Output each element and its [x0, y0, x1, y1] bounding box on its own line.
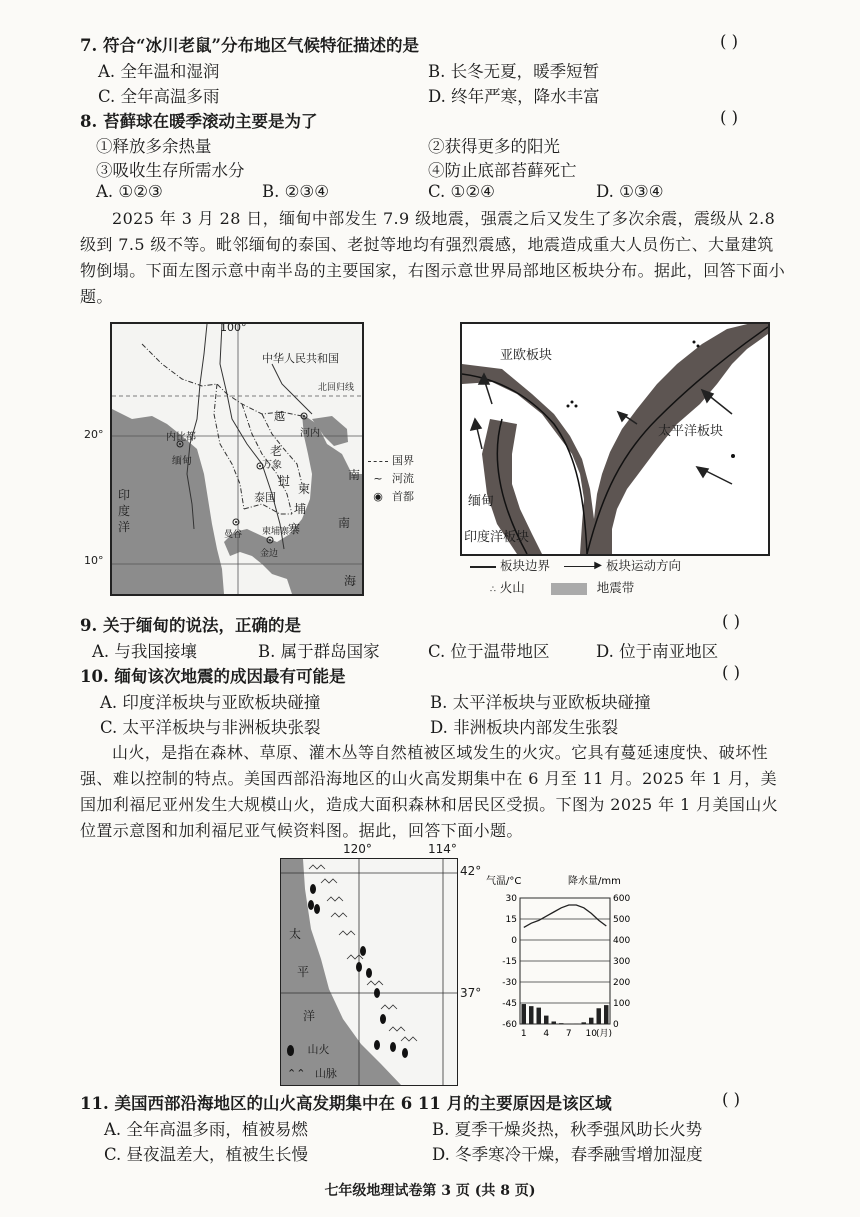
- left-tick-label: 30: [505, 894, 517, 904]
- river-symbol-icon: ~: [373, 472, 383, 485]
- map3-yang-label: 洋: [303, 1009, 316, 1023]
- q7-option-b[interactable]: B. 长冬无夏，暖季短暂: [428, 62, 600, 81]
- map1-vientiane-label: 万象: [262, 460, 282, 471]
- q7-stem: 7. 符合“冰川老鼠”分布地区气候特征描述的是: [80, 36, 419, 55]
- legend-river-label: 河流: [392, 472, 414, 485]
- map1-zhai-label: 寨: [288, 522, 301, 536]
- left-tick-label: -15: [502, 957, 517, 967]
- passage-earthquake: [80, 206, 790, 310]
- legend-river-row: [368, 470, 414, 488]
- q7-option-a[interactable]: A. 全年温和湿润: [98, 62, 220, 81]
- q8-answer-paren[interactable]: ( ): [720, 108, 739, 127]
- map1-nan-label: 南: [348, 468, 361, 482]
- legend-seismic-label: 地震带: [596, 580, 635, 595]
- plate-map: [460, 322, 770, 556]
- right-tick-label: 100: [613, 999, 631, 1009]
- precip-bar: [537, 1008, 542, 1024]
- indochina-map: [110, 322, 364, 596]
- left-tick-label: -30: [502, 978, 517, 988]
- q9-answer-paren[interactable]: ( ): [722, 612, 741, 631]
- plate-legend-row1: [470, 556, 681, 574]
- seismic-belt-swatch: [551, 583, 587, 595]
- left-tick-label: -45: [502, 999, 517, 1009]
- q9-option-c[interactable]: C. 位于温带地区: [428, 642, 550, 661]
- temperature-line: [524, 905, 607, 927]
- map1-hai-label: 海: [344, 574, 357, 588]
- right-tick-label: 600: [613, 894, 631, 904]
- page-footer: 七年级地理试卷第 3 页 (共 8 页): [324, 1183, 536, 1199]
- q10-option-a[interactable]: A. 印度洋板块与亚欧板块碰撞: [100, 693, 321, 712]
- legend-border-row: [368, 452, 414, 470]
- map1-legend: [368, 452, 414, 506]
- precip-bar: [552, 1021, 557, 1024]
- left-tick-label: 0: [511, 936, 517, 946]
- precip-bar: [544, 1016, 549, 1024]
- volcano-icon: ∴: [490, 585, 496, 595]
- map1-jian-label: 柬: [298, 482, 311, 496]
- x-unit-label: (月): [596, 1029, 613, 1039]
- q8-item-4: ④防止底部苔藓死亡: [428, 161, 577, 180]
- map1-wo-label: 挝: [278, 474, 291, 488]
- q10-stem: 10. 缅甸该次地震的成因最有可能是: [80, 667, 346, 686]
- precip-bar: [522, 1004, 527, 1024]
- map1-myanmar-label: 缅甸: [172, 456, 192, 467]
- q8-option-c[interactable]: C. ①②④: [428, 182, 495, 201]
- left-tick-label: -60: [502, 1020, 517, 1030]
- legend-border-label: 国界: [392, 454, 414, 467]
- q8-stem: 8. 苔藓球在暖季滚动主要是为了: [80, 112, 318, 131]
- map3-legend-fire: [280, 1041, 330, 1057]
- legend-capital-row: [368, 488, 414, 506]
- x-tick-label: 7: [565, 1029, 572, 1039]
- q11-stem: 11. 美国西部沿海地区的山火高发期集中在 6 11 月的主要原因是该区域: [80, 1094, 612, 1113]
- climate-chart-svg: [484, 870, 644, 1070]
- q9-stem: 9. 关于缅甸的说法，正确的是: [80, 616, 301, 635]
- right-tick-label: 300: [613, 957, 631, 967]
- q10-option-b[interactable]: B. 太平洋板块与亚欧板块碰撞: [430, 693, 651, 712]
- q10-answer-paren[interactable]: ( ): [722, 663, 741, 682]
- map3-tai-label: 太: [289, 927, 302, 941]
- map3-legend-mountain: [287, 1065, 337, 1081]
- q11-option-c[interactable]: C. 昼夜温差大，植被生长慢: [104, 1145, 309, 1164]
- right-tick-label: 500: [613, 915, 631, 925]
- q8-option-d[interactable]: D. ①③④: [596, 182, 664, 201]
- right-tick-label: 0: [613, 1020, 619, 1030]
- arrow-right-icon: ▶: [564, 566, 598, 567]
- map1-yang-label: 洋: [118, 520, 131, 534]
- q10-option-d[interactable]: D. 非洲板块内部发生张裂: [430, 718, 619, 737]
- legend-direction-label: 板块运动方向: [605, 558, 681, 573]
- q8-item-2: ②获得更多的阳光: [428, 137, 560, 156]
- x-tick-label: 4: [543, 1029, 550, 1039]
- q11-option-b[interactable]: B. 夏季干燥炎热，秋季强风助长火势: [432, 1120, 703, 1139]
- map1-du-label: 度: [118, 504, 131, 518]
- q11-answer-paren[interactable]: ( ): [722, 1090, 741, 1109]
- legend-mountain-label: 山脉: [314, 1067, 337, 1080]
- q9-option-b[interactable]: B. 属于群岛国家: [258, 642, 380, 661]
- boundary-line-icon: [470, 566, 496, 568]
- map1-lao-label: 老: [270, 444, 283, 458]
- q8-item-3: ③吸收生存所需水分: [96, 161, 245, 180]
- pacific-plate-label: 太平洋板块: [658, 424, 724, 439]
- map1-hanoi-label: 河内: [300, 428, 320, 439]
- climate-chart: [484, 870, 644, 1070]
- q8-option-b[interactable]: B. ②③④: [262, 182, 329, 201]
- x-tick-label: 10: [585, 1029, 597, 1039]
- map1-naypyidaw-label: 内比都: [166, 432, 196, 443]
- passage-wildfire-text: 山火，是指在森林、草原、灌木丛等自然植被区域发生的火灾。它具有蔓延速度快、破坏性强、难以控制的特点。美国西部沿海地区的山火高发期集中在 6 月至 11 月。2025 年 1 月，美国加利福尼亚州发生大规模山火，造成大面积森林和居民区受损。下图为 2025 年 1 月美国山火位置示意图和加利福尼亚气候资料图。据此，回答下面小题。: [80, 743, 779, 840]
- map1-nan2-label: 南: [338, 516, 351, 530]
- right-axis-title: 降水量/mm: [568, 876, 621, 887]
- mountain-icon: ⌃⌃: [287, 1067, 306, 1080]
- q7-option-d[interactable]: D. 终年严寒，降水丰富: [428, 87, 600, 106]
- map1-pu-label: 埔: [294, 502, 307, 516]
- legend-capital-label: 首都: [392, 490, 414, 503]
- map3-lon-120: 120°: [343, 842, 372, 856]
- eurasian-plate-label: 亚欧板块: [500, 348, 553, 363]
- q8-option-a[interactable]: A. ①②③: [96, 182, 163, 201]
- map1-tropic-label: 北回归线: [318, 383, 355, 393]
- map1-lat-10: 10°: [84, 554, 104, 567]
- q7-answer-paren[interactable]: ( ): [720, 32, 739, 51]
- left-axis-title: 气温/°C: [486, 876, 522, 887]
- q7-option-c[interactable]: C. 全年高温多雨: [98, 87, 220, 106]
- map1-lon-100: 100°: [220, 322, 247, 334]
- myanmar-plate-label: 缅甸: [468, 494, 495, 509]
- map1-cambodia-label: 柬埔寨: [262, 527, 290, 537]
- q9-option-a[interactable]: A. 与我国接壤: [92, 642, 197, 661]
- map3-lat-37: 37°: [460, 986, 482, 1000]
- right-tick-label: 200: [613, 978, 631, 988]
- precip-bar: [597, 1008, 602, 1024]
- map1-thailand-label: 泰国: [254, 491, 276, 504]
- map1-bangkok-label: 曼谷: [224, 530, 243, 540]
- capital-symbol-icon: ◉: [373, 490, 383, 503]
- q9-option-d[interactable]: D. 位于南亚地区: [596, 642, 719, 661]
- map1-phnompenh-label: 金边: [260, 549, 279, 559]
- map3-lon-114: 114°: [428, 842, 457, 856]
- precip-bar: [559, 1023, 564, 1024]
- q10-option-c[interactable]: C. 太平洋板块与非洲板块张裂: [100, 718, 321, 737]
- right-tick-label: 400: [613, 936, 631, 946]
- map3-lat-42: 42°: [460, 864, 482, 878]
- precip-bar: [529, 1006, 534, 1024]
- plate-legend-row2: [490, 578, 634, 596]
- passage-wildfire: [80, 740, 790, 844]
- map1-yue-label: 越: [274, 410, 285, 423]
- precip-bar: [582, 1022, 587, 1024]
- precip-bar: [589, 1018, 594, 1024]
- q11-option-a[interactable]: A. 全年高温多雨，植被易燃: [104, 1120, 308, 1139]
- map1-china-label: 中华人民共和国: [262, 352, 339, 365]
- indian-plate-label: 印度洋板块: [464, 530, 530, 545]
- q11-option-d[interactable]: D. 冬季寒冷干燥，春季融雪增加湿度: [432, 1145, 703, 1164]
- passage-earthquake-text: 2025 年 3 月 28 日，缅甸中部发生 7.9 级地震，强震之后又发生了多次余震，震级从 2.8 级到 7.5 级不等。毗邻缅甸的泰国、老挝等地均有强烈震感，地震造成重大人员伤亡、大量建筑物倒塌。下面左图示意中南半岛的主要国家，右图示意世界局部地区板块分布。据此，回答下面小题。: [80, 209, 786, 306]
- map3-ping-label: 平: [297, 965, 310, 979]
- left-tick-label: 15: [505, 915, 517, 925]
- q8-item-1: ①释放多余热量: [96, 137, 212, 156]
- precip-bar: [604, 1005, 609, 1024]
- map1-lat-20: 20°: [84, 428, 104, 441]
- legend-boundary-label: 板块边界: [499, 558, 550, 573]
- wildfire-map: [280, 858, 458, 1086]
- map1-yin-label: 印: [118, 488, 131, 502]
- legend-fire-label: 山火: [307, 1043, 330, 1056]
- fire-icon: [287, 1045, 294, 1056]
- legend-volcano-label: 火山: [499, 580, 525, 595]
- x-tick-label: 1: [520, 1029, 527, 1039]
